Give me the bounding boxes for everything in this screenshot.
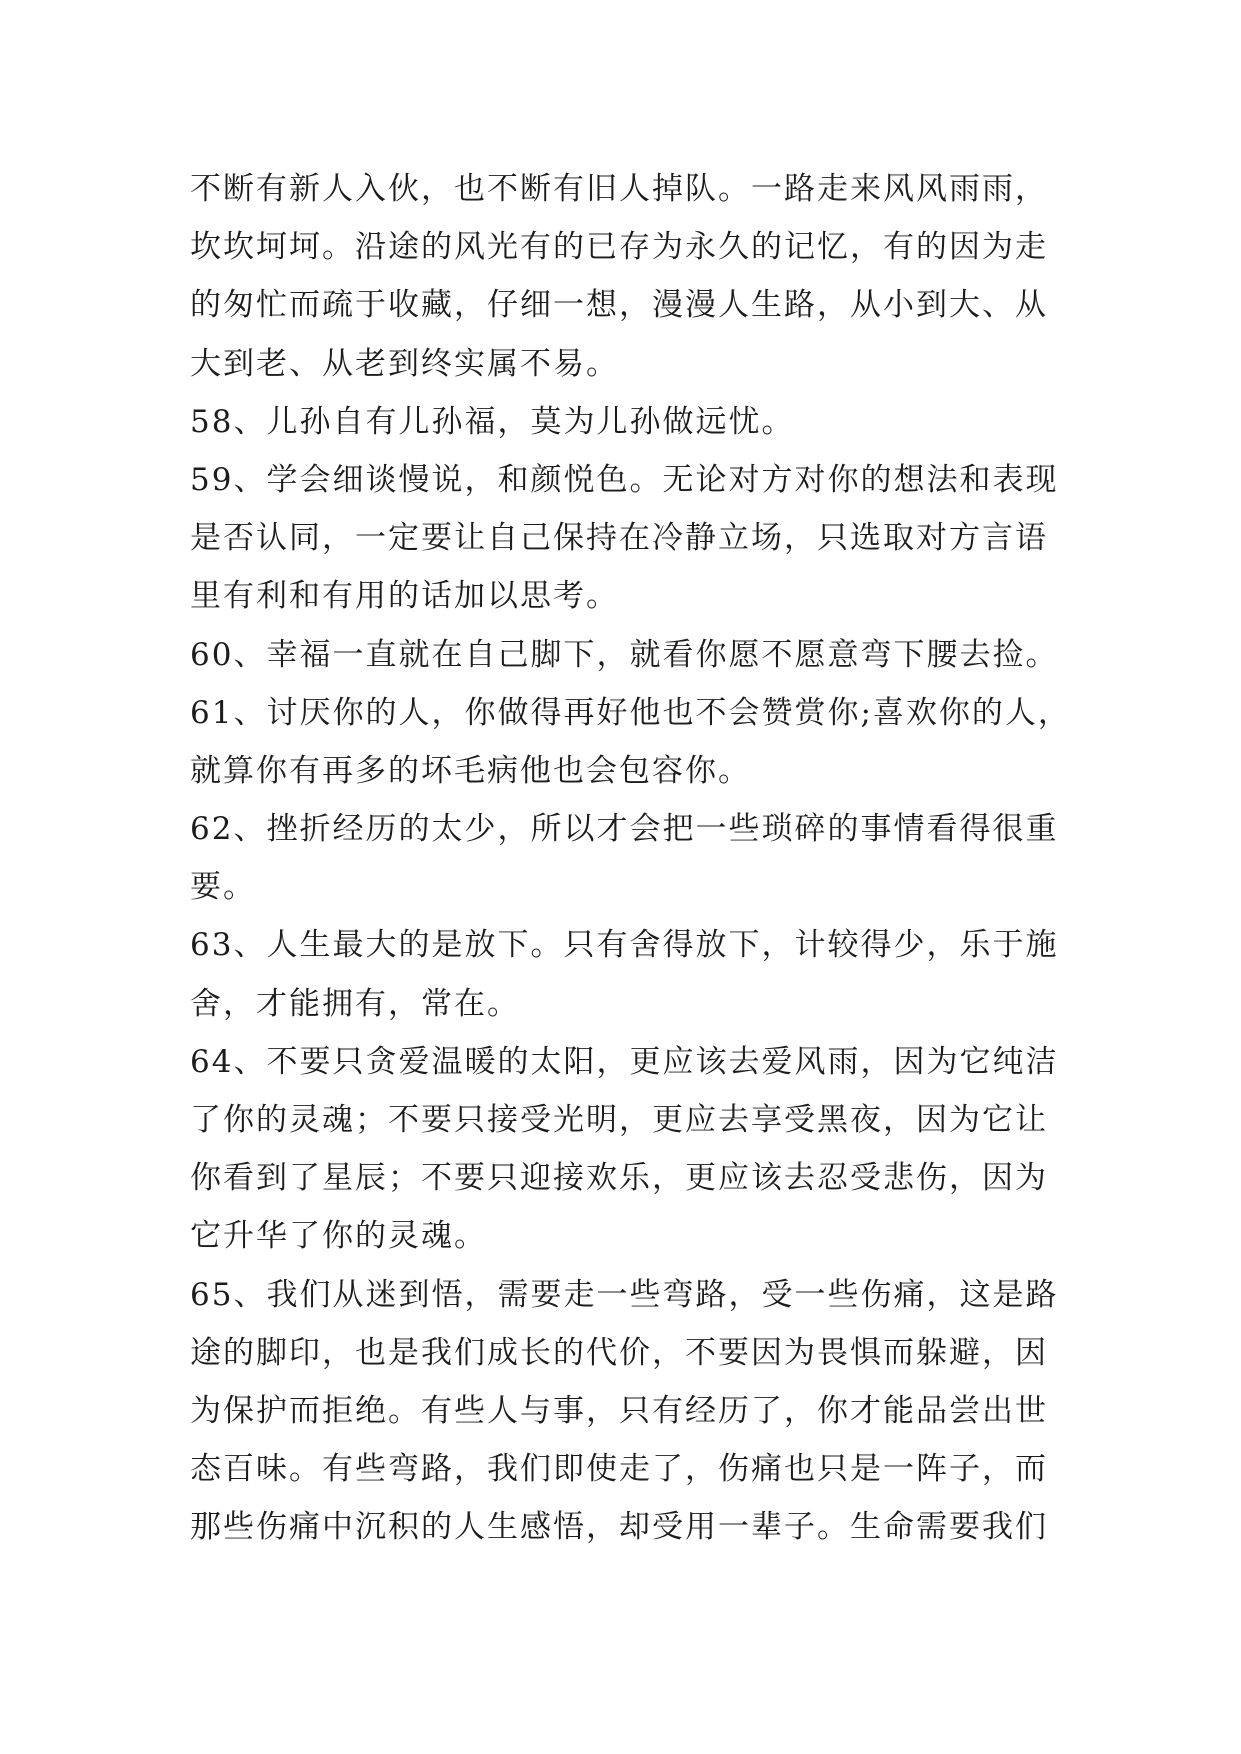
text-line: 了你的灵魂；不要只接受光明，更应去享受黑夜，因为它让 — [190, 1102, 1048, 1138]
text-line: 那些伤痛中沉积的人生感悟，却受用一辈子。生命需要我们 — [190, 1509, 1048, 1546]
text-line: 63、人生最大的是放下。只有舍得放下，计较得少，乐于施 — [190, 927, 1059, 964]
text-line: 它升华了你的灵魂。 — [190, 1218, 487, 1255]
text-line: 要。 — [190, 869, 256, 906]
text-line: 就算你有再多的坏毛病他也会包容你。 — [190, 752, 751, 789]
text-line: 你看到了星辰；不要只迎接欢乐，更应该去忍受悲伤，因为 — [190, 1160, 1048, 1197]
text-line: 坎坎坷坷。沿途的风光有的已存为永久的记忆，有的因为走 — [190, 229, 1048, 266]
text-line: 61、讨厌你的人，你做得再好他也不会赞赏你;喜欢你的人， — [190, 694, 1071, 731]
text-line: 65、我们从迷到悟，需要走一些弯路，受一些伤痛，这是路 — [190, 1276, 1059, 1313]
text-line: 60、幸福一直就在自己脚下，就看你愿不愿意弯下腰去捡。 — [190, 636, 1059, 673]
text-line: 里有利和有用的话加以思考。 — [190, 578, 619, 615]
text-line: 不断有新人入伙，也不断有旧人掉队。一路走来风风雨雨， — [190, 171, 1048, 207]
text-line: 是否认同，一定要让自己保持在冷静立场，只选取对方言语 — [190, 520, 1048, 557]
text-line: 舍，才能拥有，常在。 — [190, 985, 520, 1022]
text-line: 64、不要只贪爱温暖的太阳，更应该去爱风雨，因为它纯洁 — [190, 1043, 1059, 1080]
text-line: 62、挫折经历的太少，所以才会把一些琐碎的事情看得很重 — [190, 811, 1059, 848]
text-line: 的匆忙而疏于收藏，仔细一想，漫漫人生路，从小到大、从 — [190, 287, 1048, 324]
text-line: 大到老、从老到终实属不易。 — [190, 345, 619, 382]
text-line: 态百味。有些弯路，我们即使走了，伤痛也只是一阵子，而 — [190, 1451, 1048, 1488]
document-page — [190, 160, 1070, 1557]
text-line: 59、学会细谈慢说，和颜悦色。无论对方对你的想法和表现 — [190, 461, 1059, 498]
text-line: 为保护而拒绝。有些人与事，只有经历了，你才能品尝出世 — [190, 1392, 1048, 1429]
text-line: 途的脚印，也是我们成长的代价，不要因为畏惧而躲避，因 — [190, 1334, 1048, 1371]
text-line: 58、儿孙自有儿孙福，莫为儿孙做远忧。 — [190, 403, 795, 440]
